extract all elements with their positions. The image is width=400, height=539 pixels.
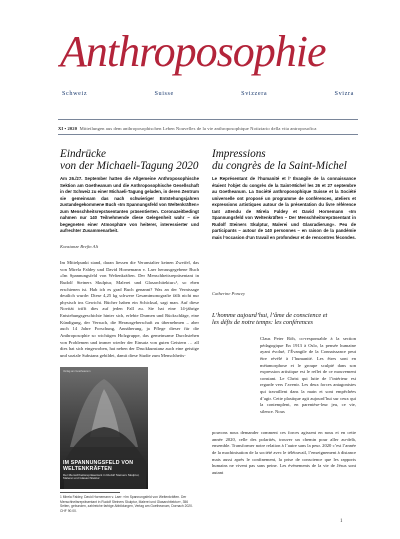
lang-svizzera: Svizzera bbox=[241, 90, 268, 97]
body-fr-wrap: Claus Peter Röh, co-responsable à la section pédagogique En 1913 à Oslo, la pensée humaine ayant évolué, l’Évangile de la Connaissance peut être révélé à l’humanité. Les êtres sont en métamorphose et le groupe sculpté dans son expression artistique est le reflet de ce mouvement constant. Le Christ qui lutte de l’intérieur est regarde vers l’avenir. Les deux forces antagonistes qui travaillent dans la main et sont empêchées d’agir. Cette plastique agit aujourd’hui sur ceux qui la contemplent, en parentèse-leur jeu, ce vie, silence. Nous bbox=[260, 336, 356, 414]
language-bar bbox=[62, 90, 354, 97]
cover-publisher: Verlag am Goetheanum bbox=[63, 370, 91, 373]
lang-schweiz: Schweiz bbox=[62, 90, 88, 97]
byline-fr: Catherine Poncey bbox=[212, 291, 246, 296]
section-names: Mitteilungen aus dem anthroposophischen Leben Nouvelles de la vie anthroposophique Notiziario della vita antroposofica bbox=[79, 126, 317, 131]
body-fr-full: pouvons nous demander comment ces forces agissent en nous et en cette année 2020, celle des polarités, trouver un chemin pour aller au-delà, ensemble. Transformer notre relation à l’autre sans la peur. 2020 c’est l’année de la machinisation de la société avec le télétravail, l’enseignement à distance mais aussi après le confinement, la prise de conscience que les rapports humains ne vivent pas sans peine. Les événements de la vie de Jésus sont autant bbox=[212, 430, 356, 475]
subhead-fr-line2: les défis de notre temps: les conférences bbox=[212, 319, 313, 327]
title-de-line2: von der Michaeli-Tagung 2020 bbox=[60, 160, 199, 172]
page-number: 1 bbox=[340, 519, 343, 524]
logo-wordmark: Anthroposophie bbox=[60, 27, 326, 76]
book-cover-image bbox=[60, 367, 148, 489]
issue-number: XI • 2020 bbox=[58, 126, 78, 131]
lead-de: Am 26./27. September hatten die Allgemeine Anthroposophische Sektion am Goetheanum und die Anthroposophische Gesellschaft in der Schweiz zu einer Michaeli-Tagung geladen, in deren Zentrum sie gemeinsam das nach schwieriger Entstehungsjahren zustandegekommene Buch «Im Spannungsfeld von Weltenkräften» zum Menschheitsrepräsentanten präsentierten. Coronazeitbedingt nahmen nur 140 Teilnehmende diese Gelegenheit wahr – sie begegneten einer Atmosphäre von heiterer, interessierter und aufrechter Zusammenarbeit. bbox=[60, 176, 199, 234]
issue-bar bbox=[58, 126, 358, 131]
footnote-de: 1 Mirela Faldey, David Hornemann v. Laer: «Im Spannungsfeld von Weltenkräften. Der Menschheitsrepräsentant in Rudolf Steiners Skulptur, Malerei und Glasarchitektur», 356 Seiten, gebunden, zahlreiche farbige Abbildungen, Verlag am Goetheanum, Dornach 2020. CHF 90.00. bbox=[60, 495, 193, 513]
lang-svizra: Svizra bbox=[334, 90, 354, 97]
subhead-fr bbox=[212, 312, 358, 327]
cover-title: IM SPANNUNGSFELD VON WELTENKRÄFTEN bbox=[63, 460, 134, 472]
lang-suisse: Suisse bbox=[154, 90, 174, 97]
article-title-de bbox=[60, 148, 199, 172]
article-title-fr bbox=[212, 148, 358, 172]
cover-text bbox=[63, 461, 145, 481]
title-de-line1: Eindrücke bbox=[60, 148, 106, 160]
anthroposophie-logo bbox=[58, 26, 348, 84]
footnote-rule bbox=[60, 492, 120, 493]
byline-de: Konstanze Brefin Alt bbox=[60, 244, 99, 249]
cover-subtitle: Der Menschheitsrepräsentant in Rudolf Steiners Skulptur, Malerei und Glasarchitektur bbox=[63, 472, 140, 481]
header-rule-bottom bbox=[58, 134, 358, 135]
lead-fr: Le Représentant de l’humanité et l’ Évangile de la connaissance étaient l’objet du congrès de la Saint-Michel les 26 et 27 septembre au Goetheanum. La Société anthroposophique Suisse et la Société universelle ont proposé un programme de conférences, ateliers et expressions artistiques autour de la présentation du livre référence tant attendu de Mirela Faldey et David Hornemann «Im Spannungsfeld von Weltenkräften – Der Menschheitsrepräsentant in Rudolf Steiners Skulptur, Malerei und Glasradierung». Peu de participants – autour de 140 personnes – en raison de la pandémie mais l’occasion d’un travail en profondeur et de rencontres fécondes. bbox=[212, 176, 356, 240]
subhead-fr-line1: L’homme aujourd’hui, l’âme de conscience et bbox=[212, 312, 328, 319]
title-fr-line2: du congrès de la Saint-Michel bbox=[212, 160, 347, 172]
header-rule-top bbox=[58, 119, 358, 120]
body-de-top: Im Mittelpunkt stand, daran liessen die Veranstalter keinen Zweifel, das von Mirela Faldey und David Hornemann v. Laer herausgegebene Buch «Im Spannungsfeld von Weltenkräften. Der Menschheitsrepräsentant in Rudolf Steiners Skulptur, Malerei und Glasarchitektur»¹, so eben erschienen ist. Hab ich es grad Buch genannt? Was an der Vernissage deutlich wurde: Diese 4,25 kg schwere Gesamtmonografie fällt nicht nur physisch ins Gewicht. Bücher haben ein Schicksal, sagt man. Auf diese Novität trifft dies auf jeden Fall zu. Sie hat eine 14-jährige Entstehungsgeschichte hinter sich, erlebte Dramen und Rückschläge, eine Kündigung, der Versuch, die Herausgeberschaft zu übernehmen – aber auch 14 Jahre Forschung, Annäherung, ja Pflege dieser für die Anthroposophie so wichtigen Holzgruppe, das gemeinsame Durchstehen von Problemen und immer wieder der Einsatz von guten Geistern … all dies hat sich eingewoben, hat neben der Druckkunstanz auch eine geistige und soziale Substanz gebildet, damit diese Studie zum Menschheits- bbox=[60, 260, 199, 358]
title-fr-line1: Impressions bbox=[212, 148, 266, 160]
